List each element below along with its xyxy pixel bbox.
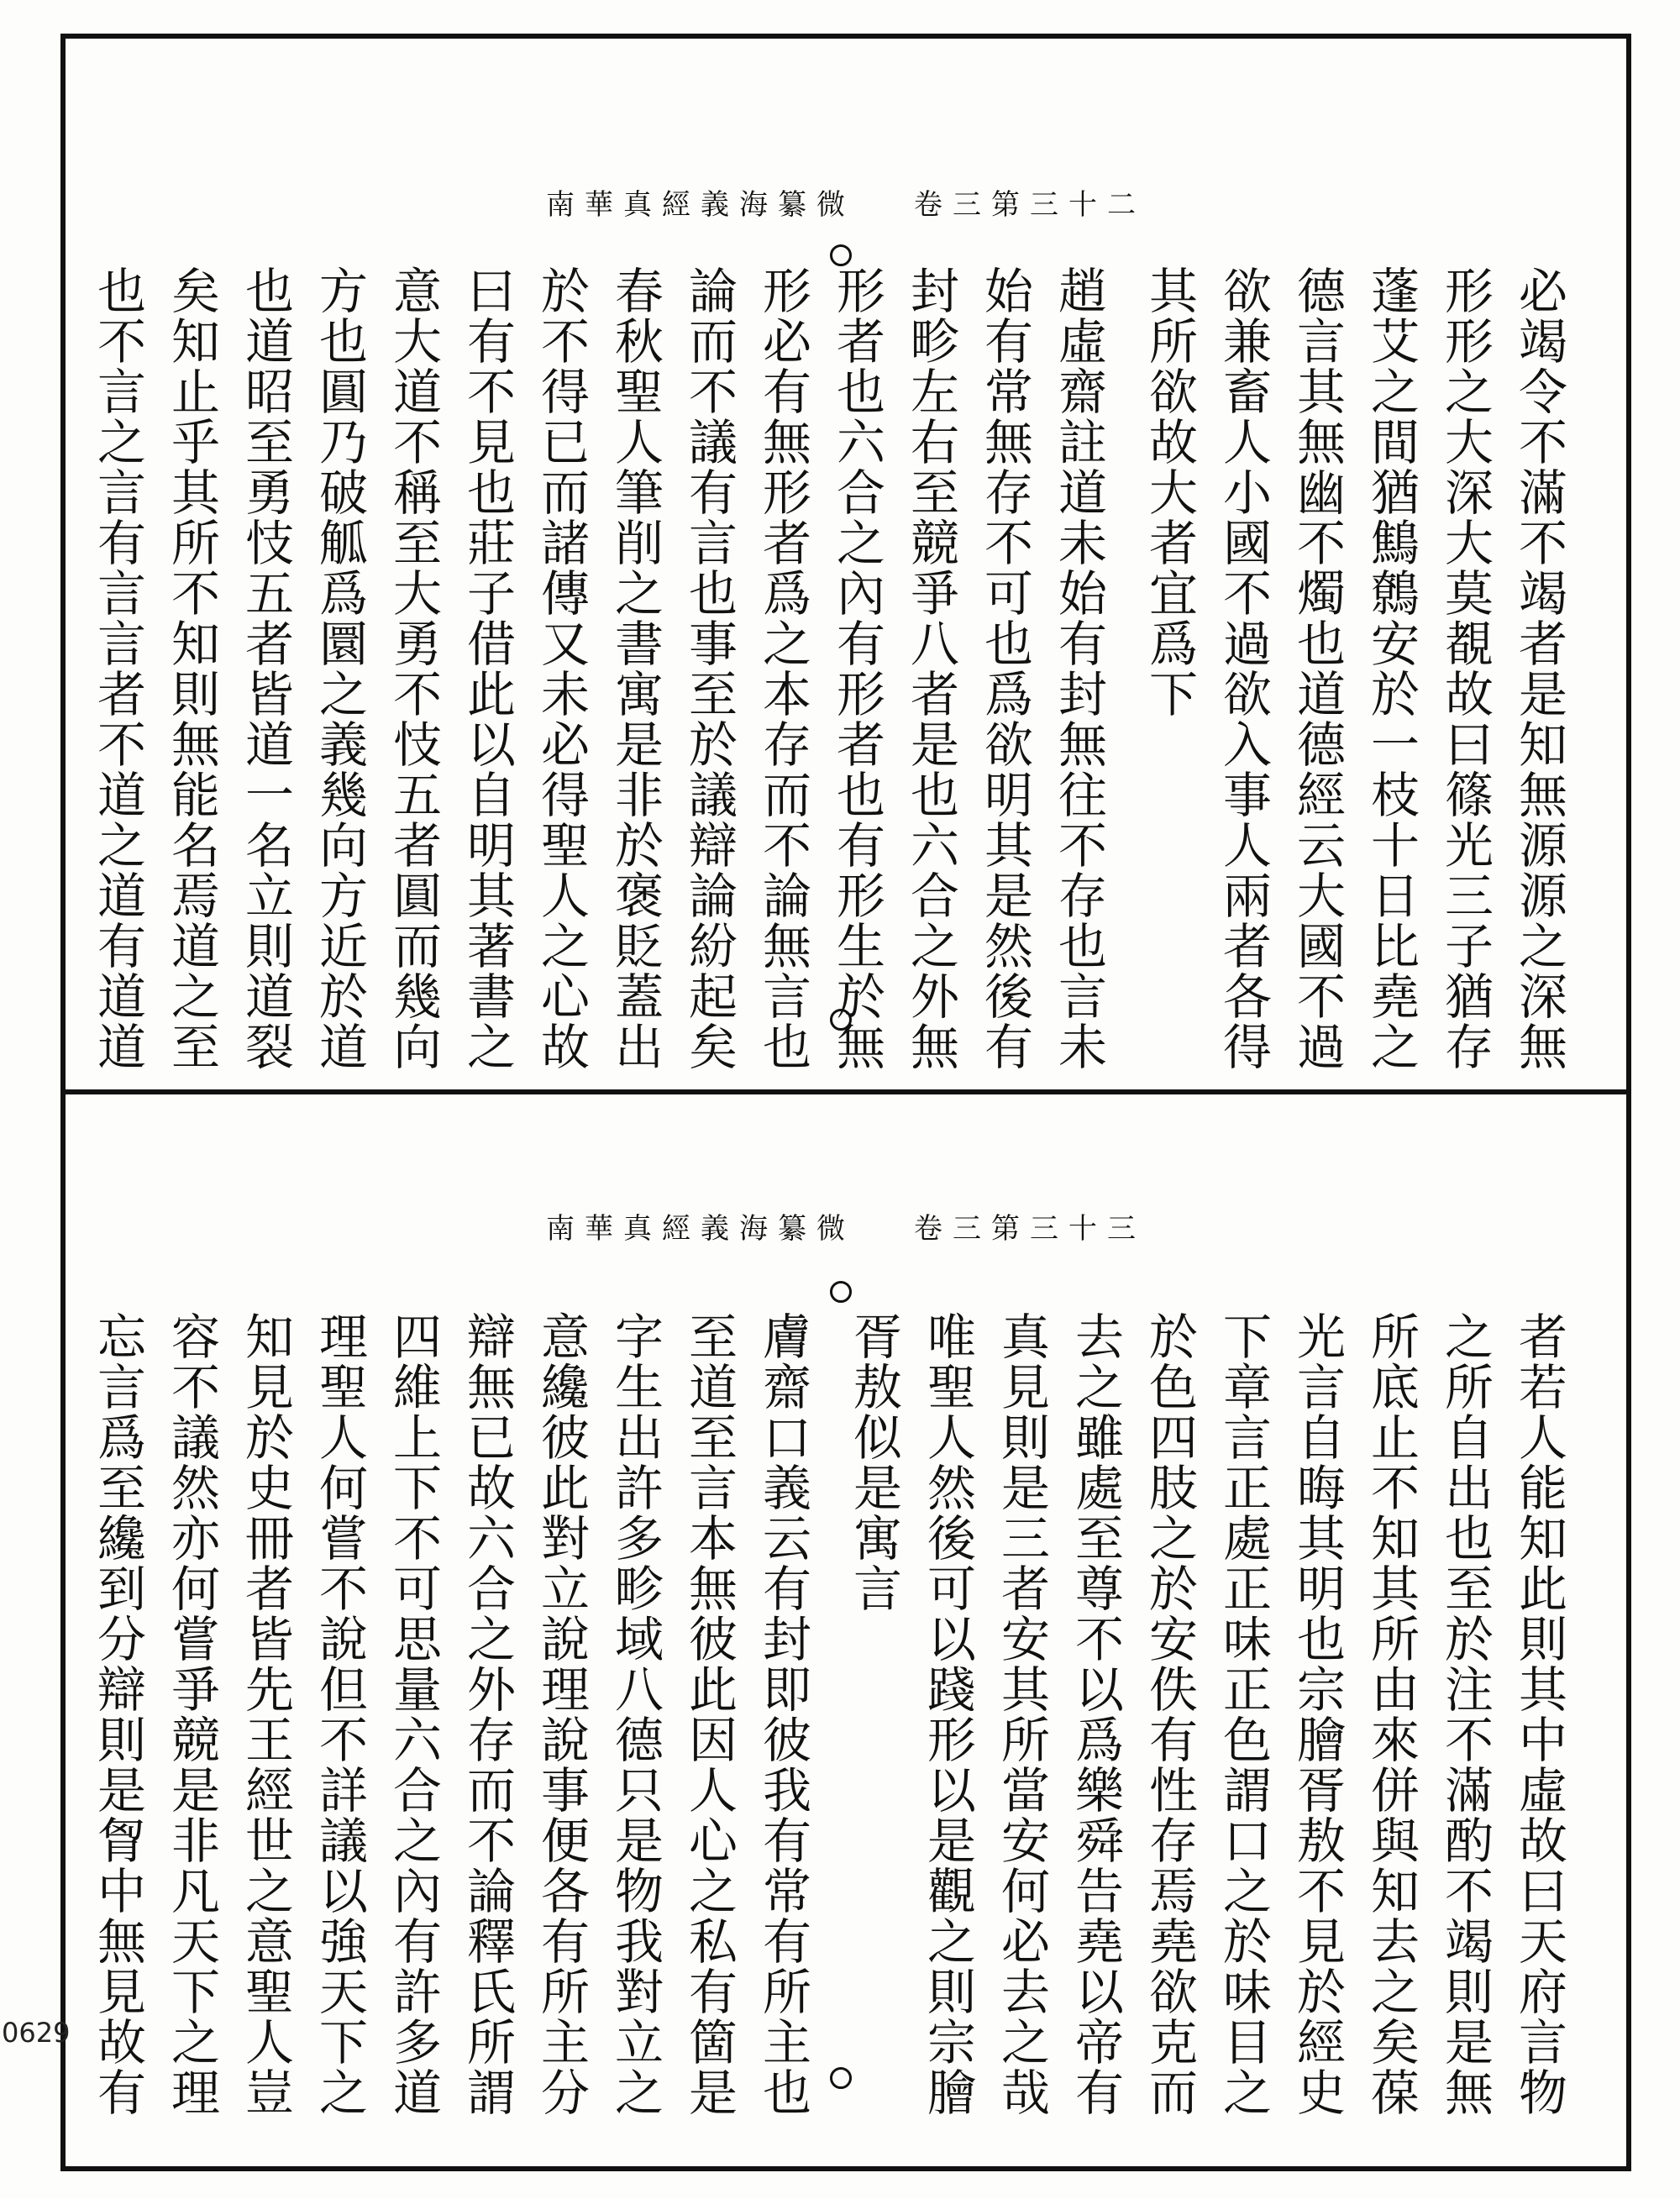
text-column: 形者也六合之內有形者也有形生於無 [828, 265, 885, 1072]
text-column: 理聖人何嘗不說但不詳議以強天下之 [311, 1311, 368, 2118]
text-column: 形形之大深大莫覩故曰篠光三子猶存 [1436, 265, 1494, 1072]
text-column: 真見則是三者安其所當安何必去之哉 [993, 1311, 1050, 2118]
text-column: 四維上下不可思量六合之內有許多道 [385, 1311, 442, 2118]
text-columns [81, 265, 1576, 1072]
text-column: 也道昭至勇忮五者皆道一名立則道裂 [237, 265, 294, 1072]
text-column: 辯無已故六合之外存而不論釋氏所謂 [459, 1311, 516, 2118]
text-column: 忘言爲至纔到分辯則是胷中無見故有 [89, 1311, 146, 2118]
text-column: 下章言正處正味正色謂口之於味目之 [1215, 1311, 1272, 2118]
text-column: 意纔彼此對立說理說事便各有所主分 [533, 1311, 590, 2118]
text-column: 論而不議有言也事至於議辯論紛起矣 [680, 265, 738, 1072]
running-header [66, 181, 1626, 223]
page-number: 0629 [2, 2017, 71, 2049]
text-column: 蓬艾之間猶鷦鷯安於一枝十日比堯之 [1362, 265, 1420, 1072]
text-column: 始有常無存不可也爲欲明其是然後有 [976, 265, 1033, 1072]
text-column: 胥敖似是寓言 [845, 1311, 902, 1614]
text-column: 春秋聖人筆削之書寓是非於褒貶蓋出 [606, 265, 664, 1072]
text-column: 於色四肢之於安佚有性存焉堯欲克而 [1141, 1311, 1198, 2118]
text-column: 膚齋口義云有封即彼我有常有所主也 [754, 1311, 811, 2118]
column-gap [1116, 265, 1132, 1047]
text-column: 德言其無幽不燭也道德經云大國不過 [1289, 265, 1346, 1072]
text-column: 趙虛齋註道未始有封無往不存也言未 [1050, 265, 1107, 1072]
text-column: 容不議然亦何嘗爭競是非凡天下之理 [163, 1311, 220, 2118]
text-column: 形必有無形者爲之本存而不論無言也 [754, 265, 811, 1072]
text-column: 唯聖人然後可以踐形以是觀之則宗膾 [919, 1311, 976, 2118]
text-column: 矣知止乎其所不知則無能名焉道之至 [163, 265, 220, 1072]
header-volume: 卷三第三十三 [914, 1212, 1146, 1246]
column-gap [820, 1311, 837, 2118]
header-title: 南華真經義海纂微 [546, 1212, 855, 1246]
text-column: 欲兼畜人小國不過欲入事人兩者各得 [1215, 265, 1272, 1072]
text-column: 光言自晦其明也宗膾胥敖不見於經史 [1289, 1311, 1346, 2118]
header-volume: 卷三第三十二 [914, 188, 1146, 222]
text-column: 去之雖處至尊不以爲樂舜告堯以帝有 [1067, 1311, 1124, 2118]
text-columns [81, 1311, 1576, 2118]
running-header [66, 1205, 1626, 1246]
text-column: 也不言之言有言言者不道之道有道道 [89, 265, 146, 1072]
bottom-panel [66, 1094, 1626, 2166]
top-panel [66, 39, 1626, 1089]
text-column: 於不得已而諸傳又未必得聖人之心故 [533, 265, 590, 1072]
text-column: 封畛左右至競爭八者是也六合之外無 [902, 265, 959, 1072]
text-column: 曰有不見也莊子借此以自明其著書之 [459, 265, 516, 1072]
text-column: 其所欲故大者宜爲下 [1141, 265, 1198, 719]
text-column: 方也圓乃破觚爲圜之義幾向方近於道 [311, 265, 368, 1072]
text-column: 所底止不知其所由來併與知去之矣葆 [1362, 1311, 1420, 2118]
text-column: 至道至言本無彼此因人心之私有箇是 [680, 1311, 738, 2118]
section-circle-mark [830, 244, 852, 266]
text-column: 必竭令不滿不竭者是知無源源之深無 [1510, 265, 1567, 1072]
section-circle-mark [830, 1281, 852, 1303]
text-column: 意大道不稱至大勇不忮五者圓而幾向 [385, 265, 442, 1072]
text-column: 者若人能知此則其中虛故曰天府言物 [1510, 1311, 1567, 2118]
text-column: 之所自出也至於注不滿酌不竭則是無 [1436, 1311, 1494, 2118]
header-title: 南華真經義海纂微 [546, 188, 855, 222]
text-column: 字生出許多畛域八德只是物我對立之 [606, 1311, 664, 2118]
text-column: 知見於史冊者皆先王經世之意聖人豈 [237, 1311, 294, 2118]
